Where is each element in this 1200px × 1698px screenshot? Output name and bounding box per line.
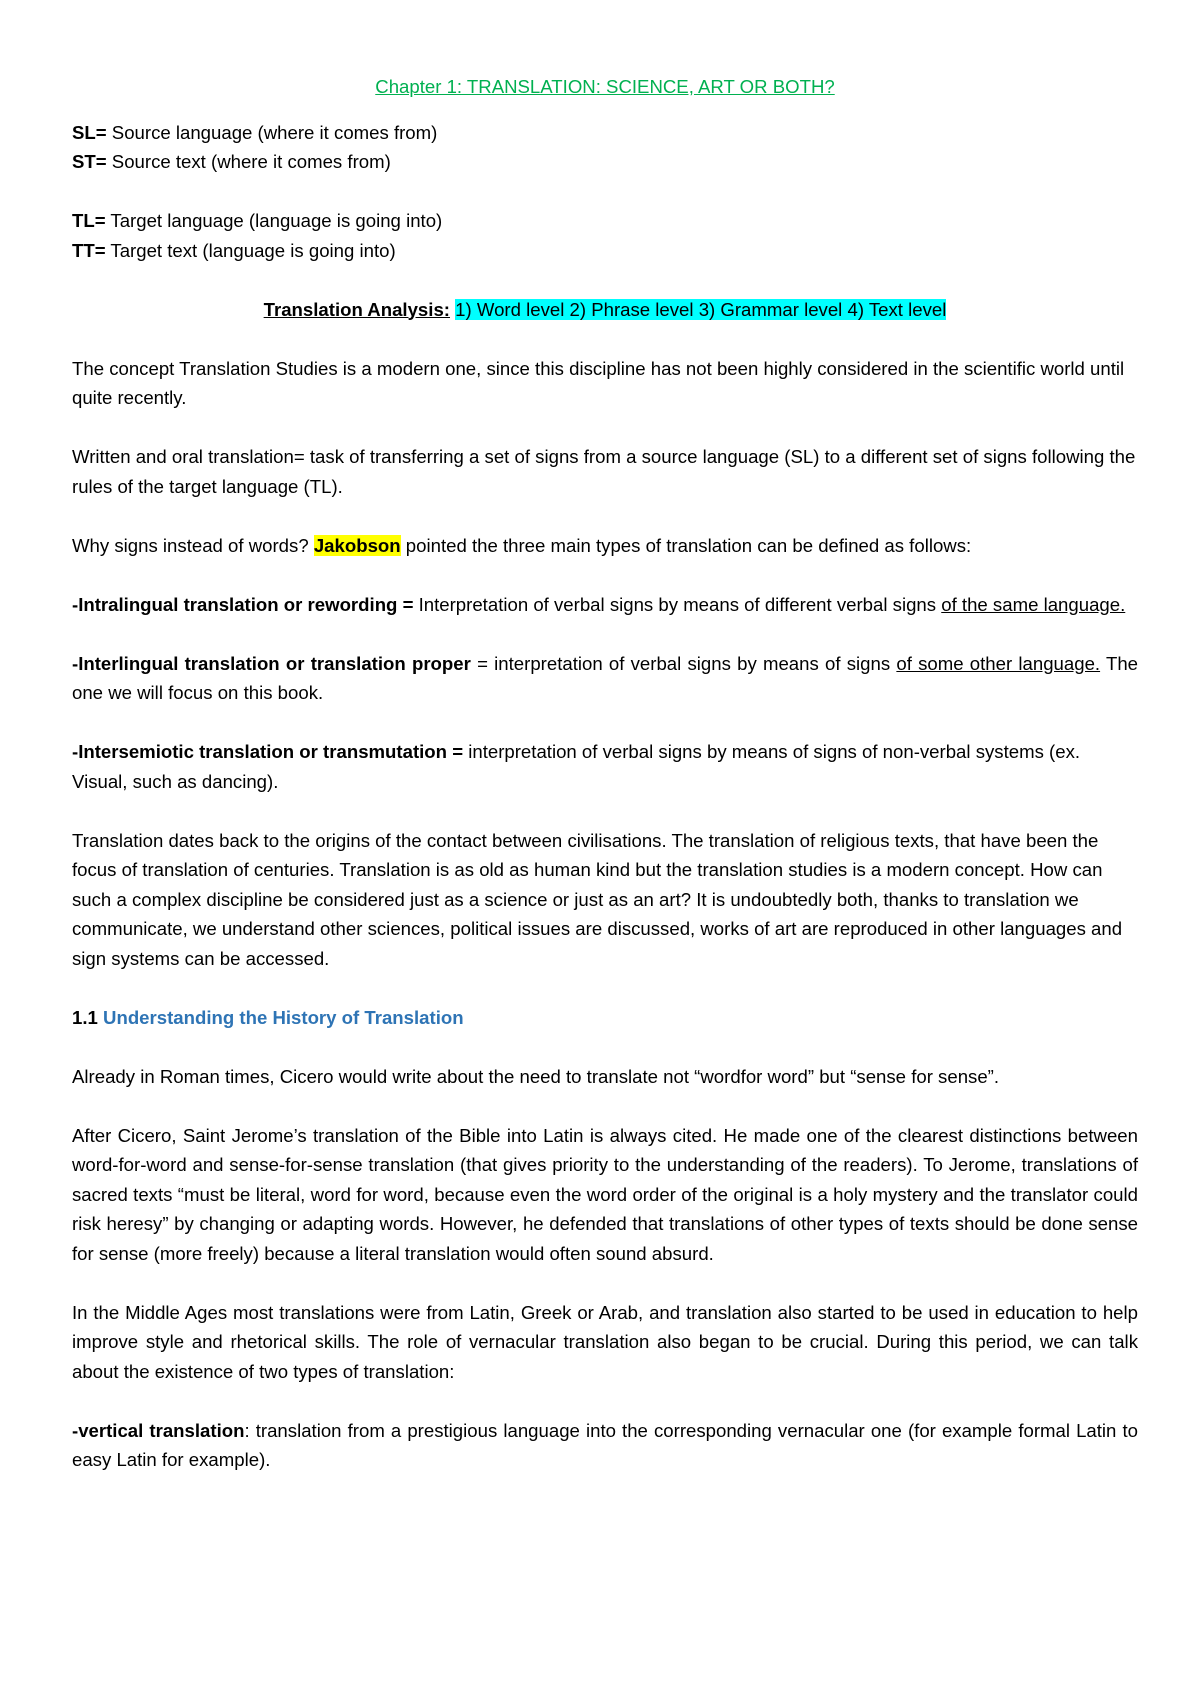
definition-text: Target text (language is going into) bbox=[105, 239, 396, 261]
chapter-title: Chapter 1: TRANSLATION: SCIENCE, ART OR BOTH? bbox=[375, 76, 835, 97]
type-intersemiotic bbox=[72, 737, 1138, 796]
definition-sl bbox=[72, 118, 1138, 148]
analysis-levels: 1) Word level 2) Phrase level 3) Grammar level 4) Text level bbox=[455, 298, 947, 320]
definition-text: Target language (language is going into) bbox=[105, 210, 443, 231]
definition-text: Source language (where it comes from) bbox=[106, 121, 438, 143]
vertical-translation bbox=[72, 1416, 1138, 1475]
type-text: : translation from a prestigious language into the corresponding vernacular one (for example formal Latin to easy Latin for example). bbox=[72, 1419, 1139, 1470]
type-text: Interpretation of verbal signs by means of different verbal signs bbox=[413, 593, 942, 615]
type-underlined: of the same language. bbox=[941, 593, 1126, 615]
definition-tl bbox=[72, 206, 1138, 236]
paragraph-why-signs bbox=[72, 531, 1138, 561]
spacer bbox=[72, 177, 1138, 207]
paragraph-middle-ages: In the Middle Ages most translations were from Latin, Greek or Arab, and translation also started to be used in education to help improve style and rhetorical skills. The role of vernacular translation also began to be crucial. During this period, we can talk about the existence of two types of translation: bbox=[72, 1301, 1138, 1382]
type-underlined: of some other language. bbox=[896, 652, 1101, 674]
paragraph-cicero: Already in Roman times, Cicero would write about the need to translate not “wordfor word” but “sense for sense”. bbox=[72, 1065, 1000, 1087]
analysis-label: Translation Analysis: bbox=[263, 298, 450, 320]
text-span: pointed the three main types of translation can be defined as follows: bbox=[400, 534, 972, 556]
jakobson-highlight: Jakobson bbox=[313, 534, 401, 556]
type-term: -Intersemiotic translation or transmutation = bbox=[72, 741, 464, 762]
type-term: -Interlingual translation or translation proper bbox=[72, 652, 471, 674]
section-title: Understanding the History of Translation bbox=[103, 1006, 464, 1028]
translation-analysis-line bbox=[72, 295, 1138, 325]
type-after: The one we will focus on this book. bbox=[72, 652, 1139, 703]
type-term: -Intralingual translation or rewording = bbox=[72, 593, 414, 615]
definition-term: ST= bbox=[72, 151, 107, 172]
text-span: Why signs instead of words? bbox=[72, 534, 314, 556]
definition-st bbox=[72, 147, 1138, 177]
spacer bbox=[72, 265, 1138, 295]
section-heading bbox=[72, 1003, 1138, 1033]
type-interlingual bbox=[72, 649, 1138, 708]
section-number: 1.1 bbox=[72, 1006, 98, 1028]
definition-term: TT= bbox=[72, 239, 106, 261]
definition-tt bbox=[72, 236, 1138, 266]
paragraph-written-oral: Written and oral translation= task of transferring a set of signs from a source language (SL) to a different set of signs following the rules of the target language (TL). bbox=[72, 446, 1136, 497]
definition-term: SL= bbox=[72, 121, 107, 143]
type-text: = interpretation of verbal signs by means of signs bbox=[470, 652, 897, 674]
paragraph-translation-dates: Translation dates back to the origins of the contact between civilisations. The translation of religious texts, that have been the focus of translation of centuries. Translation is as old as human kind but the translation studies is a modern concept. How can such a complex discipline be considered just as a science or just as an art? It is undoubtedly both, thanks to translation we communicate, we understand other sciences, political issues are discussed, works of art are reproduced in other languages and sign systems can be accessed. bbox=[72, 829, 1123, 969]
definition-term: TL= bbox=[72, 210, 106, 231]
type-intralingual bbox=[72, 590, 1138, 620]
paragraph-concept: The concept Translation Studies is a modern one, since this discipline has not been highly considered in the scientific world until quite recently. bbox=[72, 357, 1125, 408]
type-term: -vertical translation bbox=[72, 1419, 245, 1441]
paragraph-jerome: After Cicero, Saint Jerome’s translation of the Bible into Latin is always cited. He made one of the clearest distinctions between word-for-word and sense-for-sense translation (that gives priority to the understanding of the readers). To Jerome, translations of sacred texts “must be literal, word for word, because even the word order of the original is a holy mystery and the translator could risk heresy” by changing or adapting words. However, he defended that translations of other types of texts should be done sense for sense (more freely) because a literal translation would often sound absurd. bbox=[72, 1124, 1138, 1264]
definition-text: Source text (where it comes from) bbox=[106, 151, 391, 172]
type-text: interpretation of verbal signs by means of signs of non-verbal systems (ex. Visual, such as dancing). bbox=[72, 741, 1081, 792]
